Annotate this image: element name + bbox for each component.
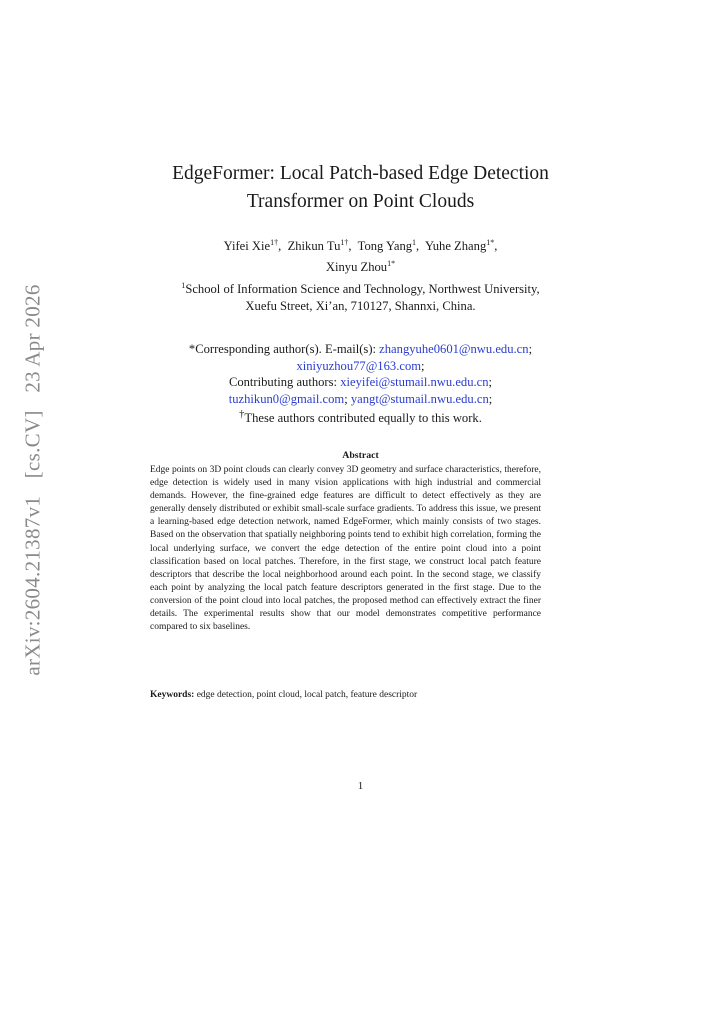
author-name: Zhikun Tu [287,239,341,254]
author-affil-mark: 1* [387,259,396,269]
email-link[interactable]: yangt@stumail.nwu.edu.cn [350,391,489,406]
author-line-1: Yifei Xie$^{1\dagger}$, Zhikun $Tu^{1\dagger}$, Tong Yang$^1$, Yuhe Zhang$^{1*}$, [223,238,498,254]
author-name: Xinyu Zhou [325,260,388,275]
keywords [150,690,541,700]
equal-contribution-note: †These authors contributed equally to this work. [239,409,482,426]
author-line-2 [0,255,721,276]
title-line-1: EdgeFormer: Local Patch-based Edge Detection [172,163,549,184]
author-affil-mark: 1† [340,238,349,247]
author-affil-mark: 1 [412,238,417,247]
author-name: Yifei Xie [223,239,271,254]
contributing-line-2: tuzhikun0@gmail.com; yangt@stumail.nwu.edu.cn; [228,391,493,406]
abstract-heading: Abstract [342,450,379,461]
page-number: 1 [357,780,364,792]
email-link[interactable]: tuzhikun0@gmail.com [228,391,345,406]
contributing-line: Contributing authors: xieyifei@stumail.nwu.edu.cn; [228,375,493,389]
contributing-label: Contributing authors: [228,375,341,389]
arxiv-date: 23 Apr 2026 [20,284,45,393]
correspondence-block [0,341,721,427]
corresponding-line-2: xiniyuzhou77@163.com; [296,358,425,373]
corresponding-line: *Corresponding author(s). E-mail(s): zhangyuhe0601@nwu.edu.cn; [188,342,533,356]
arxiv-id: arXiv:2604.21387v1 [20,495,45,676]
affiliation [0,278,721,314]
arxiv-stamp [21,278,46,681]
author-name: Yuhe Zhang [425,239,487,254]
abstract-body: Edge points on 3D point clouds can clearly convey 3D geometry and surface characteristics, therefore, edge detection is widely used in many vision applications with high industrial and commercial demands. However, the fine-grained edge features are difficult to detect effectively as they are generally densely distributed or exhibit small-scale surface gradients. To address this issue, we present a learning-based edge detection network, named EdgeFormer, which mainly consists of two stages. Based on the observation that spatially neighboring points tend to exhibit high correlation, forming the local underlying surface, we convert the edge detection of the entire point cloud into a point classification based on local patches. Therefore, in the first stage, we construct local patch feature descriptors that describe the local neighborhood around each point. In the second stage, we classify each point by analyzing the local patch feature descriptors generated in the first stage. Due to the conversion of the point cloud into local patches, the proposed method can effectively extract the finer details. The experimental results show that our model demonstrates competitive performance compared to six baselines. [150,465,541,633]
title-line-2: Transformer on Point Clouds [246,191,475,212]
email-link[interactable]: xiniyuzhou77@163.com [296,358,422,373]
corresponding-label: *Corresponding author(s). E-mail(s): [188,342,380,356]
email-link[interactable]: zhangyuhe0601@nwu.edu.cn [379,342,529,356]
email-link[interactable]: xieyifei@stumail.nwu.edu.cn [340,375,489,389]
affiliation-mark: 1 [181,281,186,290]
paper-title [0,160,721,216]
author-list [0,234,721,276]
author-affil-mark: 1* [486,238,495,247]
affiliation-line-1: $^1$School of Information Science and Technology, Northwest University, [181,281,540,297]
author-affil-mark: 1† [270,238,279,247]
affiliation-line-2: Xuefu Street, Xi’an, 710127, Shannxi, China. [245,298,476,313]
arxiv-category: [cs.CV] [20,410,45,479]
author-name: Tong Yang [357,239,413,254]
keywords-text: edge detection, point cloud, local patch, feature descriptor [196,690,418,700]
keywords-label: Keywords: [150,690,195,700]
dagger-mark: † [239,409,245,420]
